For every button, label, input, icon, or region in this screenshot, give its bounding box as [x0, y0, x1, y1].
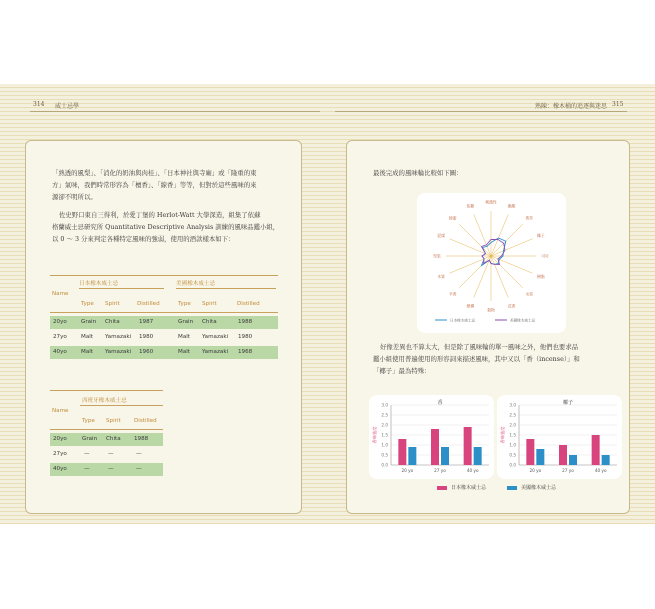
x-tick-label: 40 yo: [466, 468, 479, 473]
radar-chart: [417, 193, 566, 333]
radar-axis-label: 水果: [525, 291, 533, 297]
right-paragraph-line-2: 鑑小組使用普遍使用的形容詞來描述風味，其中又以「香（incense）」和: [373, 355, 580, 363]
y-tick-label: 1.0: [509, 442, 516, 448]
y-tick-label: 0.5: [509, 452, 516, 458]
y-tick-label: 0.0: [381, 462, 388, 468]
table2-col-distilled: Distilled: [134, 418, 157, 424]
paragraph-2-line-1: 佐史野口東自三得利，於愛丁堡的 Herlot-Watt 大學深造，組集了依蘇: [59, 211, 261, 219]
radar-axis-label: 刺激性: [485, 199, 497, 205]
table1-col-type-2: Type: [178, 301, 191, 307]
radar-axis-label: 可可: [541, 253, 549, 259]
table1-group-american: 美國橡木威士忌: [176, 281, 216, 287]
legend-swatch-american: [507, 486, 517, 490]
radar-axis-label: 穀物: [487, 307, 495, 313]
left-page-number: 314: [33, 101, 45, 108]
bar-chart-incense: [369, 395, 494, 479]
right-running-title: 熟陳：橡木桶的追逐與迷思: [535, 103, 608, 110]
y-axis-label: 香味強度: [372, 426, 377, 444]
y-axis-label: 香味強度: [500, 426, 505, 444]
radar-axis-label: 木質: [437, 274, 445, 280]
y-tick-label: 3.0: [381, 402, 388, 408]
y-tick-label: 1.5: [509, 432, 516, 438]
bar-japanese: [431, 429, 439, 465]
paragraph-1-line-1: 「熟透的風梨」、「消化的奶油與肉桂」、「日本神社與寺廟」或「隆重的東: [52, 169, 257, 177]
table1-group-japanese: 日本橡木威士忌: [79, 281, 119, 287]
table2-col-spirit: Spirit: [106, 418, 121, 424]
radar-card: [417, 193, 566, 333]
radar-axis-label: 椰子: [537, 232, 545, 238]
legend-swatch-japanese: [437, 486, 447, 490]
left-running-title: 威士忌學: [55, 103, 80, 110]
table2-name-header: Name: [52, 408, 69, 414]
y-tick-label: 0.0: [509, 462, 516, 468]
table1-col-spirit-2: Spirit: [202, 301, 217, 307]
radar-axis-label: 焦糖: [466, 203, 475, 209]
y-tick-label: 2.0: [509, 422, 516, 428]
radar-legend-label: 美國橡木威士忌: [510, 318, 536, 323]
right-page-number: 315: [612, 101, 624, 108]
y-tick-label: 0.5: [381, 452, 388, 458]
table2-group-spanish: 西班牙橡木威士忌: [82, 398, 127, 404]
bar-japanese: [559, 445, 567, 465]
y-tick-label: 2.5: [509, 412, 516, 418]
right-paragraph-line-3: 「椰子」最為特殊：: [373, 367, 431, 375]
bar-american: [474, 447, 482, 465]
paragraph-2-line-3: 以 0 ～ 3 分來判定各種特定風味的強弱，使用的酒款樣本如下：: [52, 235, 235, 243]
bar-american: [569, 455, 577, 465]
radar-spoke: [491, 256, 523, 288]
radar-axis-label: 泥煤: [437, 232, 445, 238]
right-paragraph-line-1: 好像差異也不算太大，但是除了風味輪的單一風味之外，他們也要求品: [380, 343, 579, 351]
right-header-rule: [335, 111, 627, 112]
bar-american: [441, 447, 449, 465]
y-tick-label: 1.0: [381, 442, 388, 448]
bar-card-incense: [369, 395, 494, 479]
table1-col-distilled-2: Distilled: [237, 301, 260, 307]
bar-chart-coconut: [497, 395, 622, 479]
bar-japanese: [398, 439, 406, 465]
right-intro: 最後完成的風味輪比較如下圖：: [373, 169, 463, 177]
radar-axis-label: 樹脂: [537, 274, 545, 280]
radar-axis-label: 香草: [525, 215, 533, 221]
chart-title: 香: [437, 400, 443, 406]
radar-axis-label: 蜂蜜: [449, 215, 457, 221]
radar-axis-label: 辛香: [449, 291, 457, 297]
legend-label-american: 美國橡木威士忌: [521, 485, 557, 491]
y-tick-label: 2.0: [381, 422, 388, 428]
x-tick-label: 27 yo: [562, 468, 574, 473]
x-tick-label: 27 yo: [434, 468, 446, 473]
y-tick-label: 2.5: [381, 412, 388, 418]
x-tick-label: 20 yo: [401, 468, 414, 473]
bar-card-coconut: [497, 395, 622, 479]
x-tick-label: 20 yo: [529, 468, 542, 473]
table1-col-type: Type: [81, 301, 94, 307]
radar-axis-label: 堅果: [433, 253, 441, 259]
x-tick-label: 40 yo: [594, 468, 607, 473]
y-tick-label: 1.5: [381, 432, 388, 438]
bar-american: [536, 449, 544, 465]
radar-axis-label: 花香: [507, 303, 516, 309]
radar-legend-label: 日本橡木威士忌: [450, 318, 476, 323]
paragraph-1-line-2: 方」氣味，我們時常形容為「檀香」、「線香」等等，但對於這些風味的來: [52, 181, 257, 189]
chart-title: 椰子: [562, 400, 574, 406]
radar-axis-label: 酯類: [507, 203, 516, 209]
legend-label-japanese: 日本橡木威士忌: [451, 485, 487, 491]
bar-japanese: [592, 435, 600, 465]
radar-spoke: [459, 224, 491, 256]
table1-name-header: Name: [52, 291, 69, 297]
radar-spoke: [459, 256, 491, 288]
bar-american: [408, 447, 416, 465]
table1-col-spirit: Spirit: [105, 301, 120, 307]
table1-col-distilled: Distilled: [137, 301, 160, 307]
radar-axis-label: 煙燻: [466, 303, 475, 309]
bar-american: [602, 455, 610, 465]
bar-japanese: [464, 427, 472, 465]
table2-col-type: Type: [82, 418, 95, 424]
paragraph-1-line-3: 源卻不明所以。: [52, 193, 97, 201]
bar-japanese: [526, 439, 534, 465]
paragraph-2-line-2: 格蘭威士忌研究所 Quantitative Descriptive Analysis 訓練的風味品鑑小組，: [52, 223, 280, 231]
left-header-rule: [30, 111, 320, 112]
y-tick-label: 3.0: [509, 402, 516, 408]
